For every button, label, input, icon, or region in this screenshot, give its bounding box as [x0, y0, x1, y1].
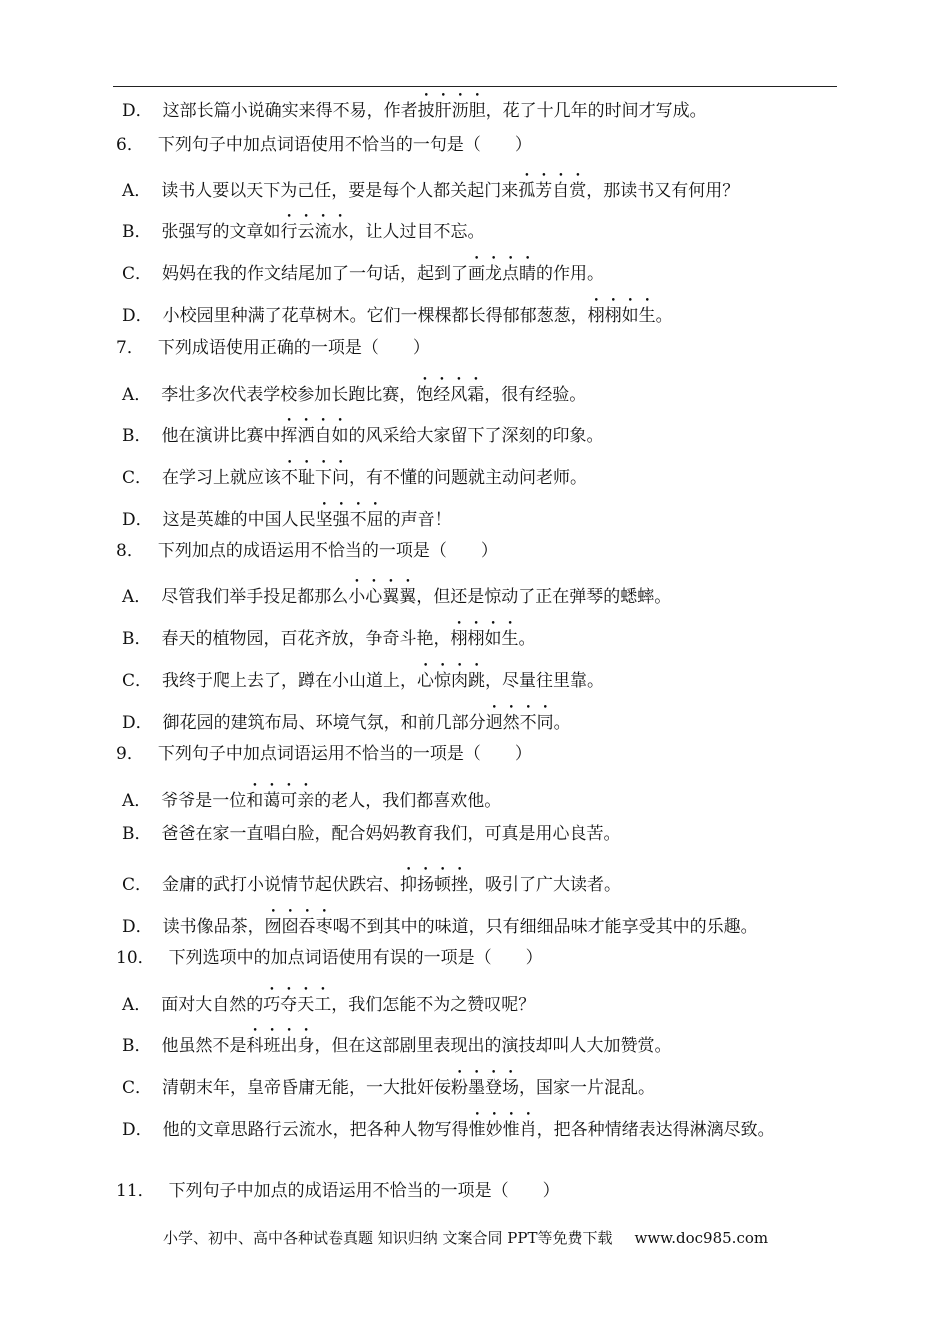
text-before: 在学习上就应该	[162, 468, 282, 488]
dotted-idiom: 披肝沥胆	[417, 101, 486, 121]
text-after: ，很有经验。	[484, 385, 587, 405]
answer-option	[122, 1026, 672, 1057]
text-after: ，有不懂的问题就主动问老师。	[349, 468, 588, 488]
text-after: ，但还是惊动了正在弹琴的蟋蟀。	[416, 587, 672, 607]
dotted-idiom: 小心翼翼	[348, 587, 417, 607]
text-after: ，国家一片混乱。	[519, 1078, 656, 1098]
dotted-idiom: 抑扬顿挫	[400, 875, 469, 895]
answer-option	[122, 500, 452, 531]
text-after: 的风采给大家留下了深刻的印象。	[348, 426, 604, 446]
answer-option	[122, 91, 707, 122]
page-footer	[163, 1228, 768, 1248]
text-before: 爷爷是一位	[161, 791, 247, 811]
option-label: C．	[122, 1078, 153, 1098]
option-label: D．	[122, 1120, 153, 1140]
option-label: D．	[122, 306, 153, 326]
option-label: D．	[122, 510, 153, 530]
option-label: B．	[122, 824, 152, 844]
text-before: 李壮多次代表学校参加长跑比赛，	[161, 385, 417, 405]
dotted-idiom: 栩栩如生	[587, 306, 656, 326]
text-before: 金庸的武打小说情节起伏跌宕、	[162, 875, 401, 895]
text-before: 尽管我们举手投足都那么	[161, 587, 349, 607]
option-label: C．	[122, 875, 153, 895]
option-label: D．	[122, 917, 153, 937]
text-before: 小校园里种满了花草树木。它们一棵棵都长得郁郁葱葱，	[162, 306, 588, 326]
option-label: B．	[122, 1036, 152, 1056]
text-before: 下列选项中的加点词语使用有误的一项是（ ）	[168, 948, 543, 968]
dotted-idiom: 巧夺天工	[263, 995, 332, 1015]
option-label: B．	[122, 629, 152, 649]
answer-option	[122, 375, 586, 406]
question-stem	[116, 540, 498, 562]
answer-option	[122, 416, 604, 447]
text-before: 面对大自然的	[161, 995, 264, 1015]
text-after: ，吸引了广大读者。	[468, 875, 622, 895]
text-before: 他在演讲比赛中	[161, 426, 281, 446]
text-before: 爸爸在家一直唱白脸，配合妈妈教育我们，可真是用心良苦。	[161, 824, 621, 844]
text-after: 。	[518, 629, 536, 649]
dotted-idiom: 心惊肉跳	[417, 671, 486, 691]
answer-option	[122, 703, 571, 734]
dotted-idiom: 和蔼可亲	[246, 791, 315, 811]
footer-url[interactable]: www.doc985.com	[634, 1229, 769, 1247]
text-after: ，那读书又有何用？	[586, 181, 740, 201]
text-before: 下列句子中加点的成语运用不恰当的一项是（ ）	[168, 1181, 560, 1201]
text-before: 读书人要以天下为己任，要是每个人都关起门来	[161, 181, 519, 201]
option-label: C．	[122, 671, 153, 691]
text-before: 清朝末年，皇帝昏庸无能，一大批奸佞	[162, 1078, 452, 1098]
text-before: 春天的植物园，百花齐放，争奇斗艳，	[161, 629, 451, 649]
answer-option	[122, 985, 535, 1016]
option-label: A．	[122, 587, 152, 607]
dotted-idiom: 饱经风霜	[416, 385, 485, 405]
answer-option	[122, 254, 604, 285]
text-before: 他的文章思路行云流水，把各种人物写得	[162, 1120, 469, 1140]
text-after: 。	[655, 306, 673, 326]
text-before: 妈妈在我的作文结尾加了一句话，起到了	[162, 264, 469, 284]
text-before: 他虽然不是	[161, 1036, 247, 1056]
text-before: 读书像品茶，	[162, 917, 265, 937]
question-number: 11．	[116, 1181, 155, 1201]
answer-option	[122, 865, 621, 896]
answer-option	[122, 296, 673, 327]
dotted-idiom: 坚强不屈	[315, 510, 384, 530]
answer-option	[122, 781, 501, 812]
text-before: 我终于爬上去了，蹲在小山道上，	[162, 671, 418, 691]
answer-option	[122, 171, 739, 202]
text-after: ，我们怎能不为之赞叹呢？	[331, 995, 536, 1015]
text-before: 下列句子中加点词语运用不恰当的一项是（ ）	[157, 744, 532, 764]
option-label: A．	[122, 385, 152, 405]
option-label: B．	[122, 426, 152, 446]
option-label: D．	[122, 101, 153, 121]
option-label: A．	[122, 791, 152, 811]
dotted-idiom: 惟妙惟肖	[468, 1120, 537, 1140]
text-before: 御花园的建筑布局、环境气氛，和前几部分	[162, 713, 486, 733]
option-label: C．	[122, 264, 153, 284]
text-before: 下列成语使用正确的一项是（ ）	[157, 338, 430, 358]
question-number: 6．	[116, 135, 144, 155]
option-label: C．	[122, 468, 153, 488]
dotted-idiom: 科班出身	[246, 1036, 315, 1056]
text-before: 这部长篇小说确实来得不易，作者	[162, 101, 418, 121]
option-label: B．	[122, 222, 152, 242]
footer-text: 小学、初中、高中各种试卷真题 知识归纳 文案合同 PPT等免费下载	[163, 1229, 613, 1247]
dotted-idiom: 孤芳自赏	[518, 181, 587, 201]
answer-option	[122, 458, 587, 489]
answer-option	[122, 619, 536, 650]
text-before: 下列句子中加点词语使用不恰当的一句是（ ）	[157, 135, 532, 155]
answer-option	[122, 823, 621, 845]
dotted-idiom: 不耻下问	[281, 468, 350, 488]
dotted-idiom: 画龙点睛	[468, 264, 537, 284]
dotted-idiom: 挥洒自如	[280, 426, 349, 446]
text-before: 张强写的文章如	[161, 222, 281, 242]
question-number: 8．	[116, 541, 144, 561]
dotted-idiom: 囫囵吞枣	[264, 917, 333, 937]
answer-option	[122, 212, 485, 243]
answer-option	[122, 577, 671, 608]
dotted-idiom: 迥然不同	[485, 713, 554, 733]
question-stem	[116, 947, 543, 969]
text-before: 下列加点的成语运用不恰当的一项是（ ）	[157, 541, 498, 561]
answer-option	[122, 1110, 775, 1141]
question-stem	[116, 134, 532, 156]
question-stem	[116, 1180, 560, 1202]
text-after: 的老人，我们都喜欢他。	[314, 791, 502, 811]
text-after: 喝不到其中的味道，只有细细品味才能享受其中的乐趣。	[332, 917, 758, 937]
dotted-idiom: 粉墨登场	[451, 1078, 520, 1098]
option-label: D．	[122, 713, 153, 733]
question-number: 9．	[116, 744, 144, 764]
question-stem	[116, 743, 532, 765]
text-before: 这是英雄的中国人民	[162, 510, 316, 530]
answer-option	[122, 661, 604, 692]
question-number: 10．	[116, 948, 155, 968]
question-number: 7．	[116, 338, 144, 358]
dotted-idiom: 栩栩如生	[450, 629, 519, 649]
text-after: 的声音！	[383, 510, 452, 530]
text-after: ，尽量往里靠。	[485, 671, 605, 691]
text-after: ，让人过目不忘。	[348, 222, 485, 242]
text-after: ，但在这部剧里表现出的演技却叫人大加赞赏。	[314, 1036, 672, 1056]
text-after: 。	[553, 713, 571, 733]
dotted-idiom: 行云流水	[280, 222, 349, 242]
question-stem	[116, 337, 430, 359]
text-after: ，把各种情绪表达得淋漓尽致。	[536, 1120, 775, 1140]
option-label: A．	[122, 995, 152, 1015]
header-rule	[113, 86, 837, 87]
text-after: ，花了十几年的时间才写成。	[485, 101, 707, 121]
option-label: A．	[122, 181, 152, 201]
text-after: 的作用。	[536, 264, 605, 284]
answer-option	[122, 907, 758, 938]
answer-option	[122, 1068, 655, 1099]
